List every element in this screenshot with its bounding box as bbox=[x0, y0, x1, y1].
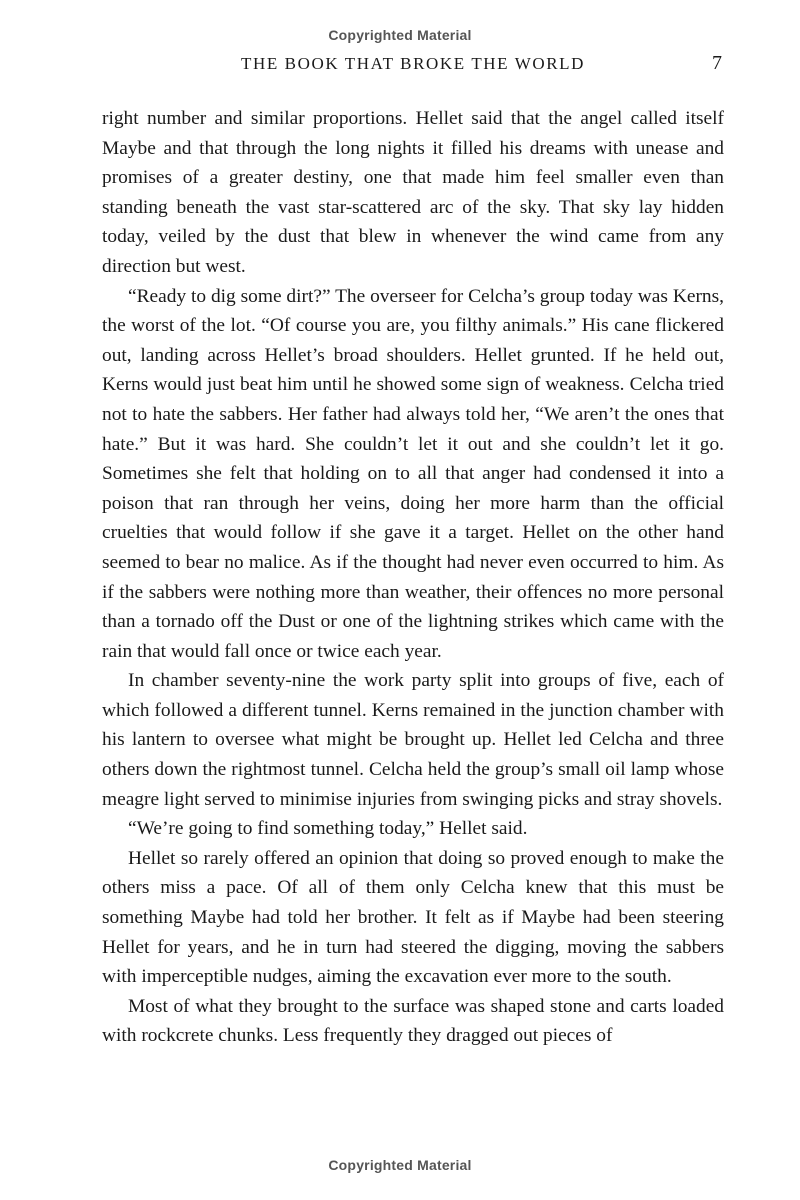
paragraph: Most of what they brought to the surface was shaped stone and carts loaded with rockcrete chunks. Less frequently they dragged out pieces of bbox=[102, 995, 724, 1047]
copyright-watermark-bottom: Copyrighted Material bbox=[328, 1157, 472, 1173]
copyright-watermark-top: Copyrighted Material bbox=[328, 27, 472, 43]
running-title: THE BOOK THAT BROKE THE WORLD bbox=[240, 54, 586, 73]
paragraph: In chamber seventy-nine the work party split into groups of five, each of which followed a different tunnel. Kerns remained in the junction chamber with his lantern to oversee what might be brought up. Hellet led Celcha and three others down the rightmost tunnel. Celcha held the group’s small oil lamp whose meagre light served to minimise injuries from swinging picks and stray shovels. bbox=[102, 670, 724, 810]
running-header bbox=[102, 52, 724, 76]
page-number: 7 bbox=[712, 52, 722, 74]
paragraph: Hellet so rarely offered an opinion that doing so proved enough to make the others miss a pace. Of all of them only Celcha knew that this must be something Maybe had told her brother. It felt as if Maybe had been steering Hellet for years, and he in turn had steered the digging, moving the sabbers with imperceptible nudges, aiming the excavation ever more to the south. bbox=[102, 847, 724, 988]
paragraph: “We’re going to find something today,” Hellet said. bbox=[128, 818, 528, 840]
paragraph: “Ready to dig some dirt?” The overseer for Celcha’s group today was Kerns, the worst of the lot. “Of course you are, you filthy animals.” His cane flickered out, landing across Hellet’s broad shoulders. Hellet grunted. If he held out, Kerns would just beat him until he showed some sign of weakness. Celcha tried not to hate the sabbers. Her father had always told her, “We aren’t the ones that hate.” But it was hard. She couldn’t let it out and she couldn’t let it go. Sometimes she felt that holding on to all that anger had condensed it into a poison that ran through her veins, doing her more harm than the official cruelties that would follow if she gave it a target. Hellet on the other hand seemed to bear no malice. As if the thought had never even occurred to him. As if the sabbers were nothing more than weather, their offences no more personal than a tornado off the Dust or one of the lightning strikes which came with the rain that would fall once or twice each year. bbox=[102, 285, 724, 662]
body-text bbox=[102, 104, 724, 1051]
paragraph-continued: right number and similar proportions. Hellet said that the angel called itself Maybe and that through the long nights it filled his dreams with unease and promises of a greater destiny, one that made him feel smaller even than standing beneath the vast star-scattered arc of the sky. That sky lay hidden today, veiled by the dust that blew in whenever the wind came from any direction but west. bbox=[102, 108, 724, 277]
